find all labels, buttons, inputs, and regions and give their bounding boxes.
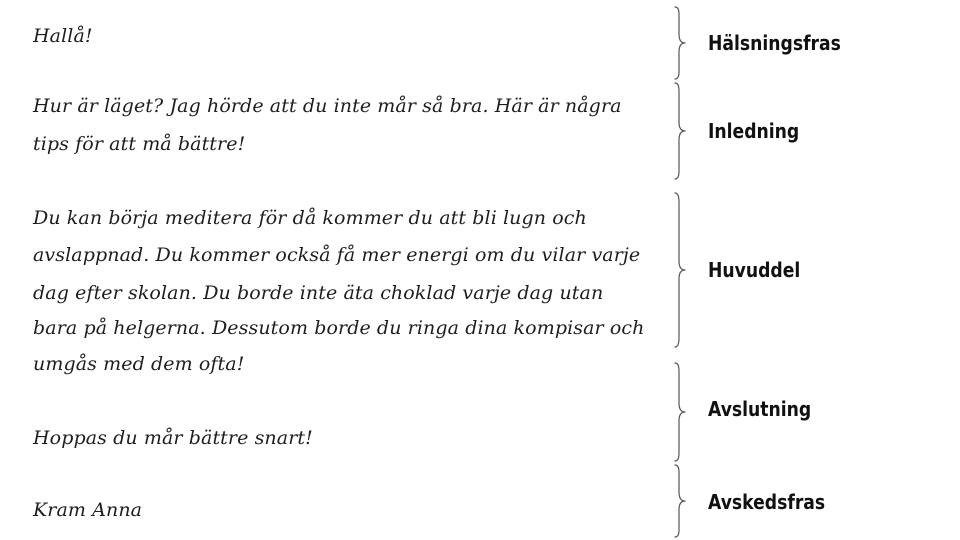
label-signoff: Avskedsfras (708, 490, 826, 514)
body-brace (670, 192, 690, 348)
signoff-line: Kram Anna (33, 499, 143, 521)
body-line-1: Du kan börja meditera för då kommer du att bli lugn och (33, 207, 587, 229)
intro-brace (670, 82, 690, 180)
greeting-line: Hallå! (33, 25, 93, 47)
closing-brace (670, 362, 690, 462)
label-greeting: Hälsningsfras (708, 31, 841, 55)
label-intro: Inledning (708, 119, 800, 143)
letter-text (33, 0, 663, 540)
label-closing: Avslutning (708, 397, 812, 421)
body-line-3: dag efter skolan. Du borde inte äta choklad varje dag utan (33, 282, 604, 304)
intro-line-1: Hur är läget? Jag hörde att du inte mår så bra. Här är några (33, 95, 622, 117)
greeting-brace (670, 6, 690, 80)
intro-line-2: tips för att må bättre! (33, 133, 246, 155)
body-line-2: avslappnad. Du kommer också få mer energi om du vilar varje (33, 244, 641, 266)
label-body: Huvuddel (708, 258, 801, 282)
body-line-4: bara på helgerna. Dessutom borde du ringa dina kompisar och (33, 317, 645, 339)
signoff-brace (670, 464, 690, 538)
body-line-5: umgås med dem ofta! (33, 353, 245, 375)
closing-line: Hoppas du mår bättre snart! (33, 427, 313, 449)
